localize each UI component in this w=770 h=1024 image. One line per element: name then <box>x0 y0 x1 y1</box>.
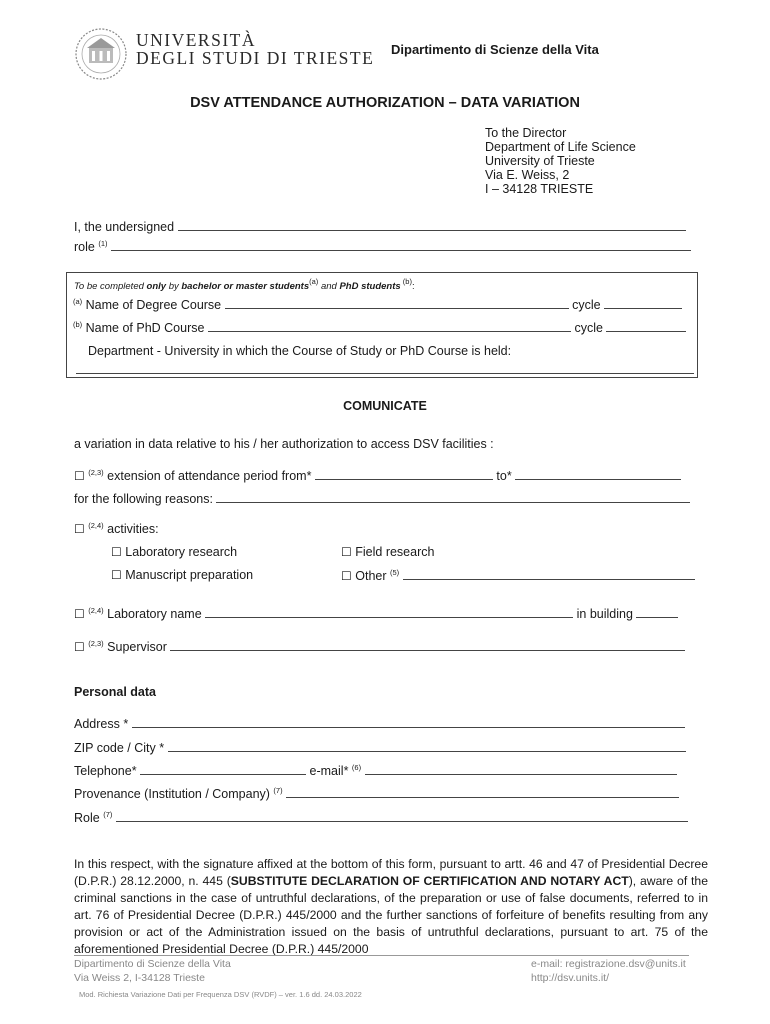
checkbox-icon[interactable]: ☐ <box>341 569 352 583</box>
checkbox-icon[interactable]: ☐ <box>111 568 122 582</box>
supervisor-checkbox[interactable]: ☐ <box>74 640 85 654</box>
footer-address: Via Weiss 2, I-34128 Trieste <box>74 972 205 984</box>
personal-role-field[interactable] <box>116 810 688 822</box>
note-only: only <box>146 281 167 292</box>
activities-row <box>74 521 159 536</box>
footer-form-code: Mod. Richiesta Variazione Dati per Frequenza DSV (RVDF) – ver. 1.6 dd. 24.03.2022 <box>79 990 362 999</box>
laboratory-field[interactable] <box>205 606 573 618</box>
recipient-address <box>485 126 636 196</box>
variation-intro: a variation in data relative to his / her authorization to access DSV facilities : <box>74 437 494 451</box>
extension-to-field[interactable] <box>515 468 681 480</box>
undersigned-label: I, the undersigned <box>74 220 175 234</box>
extension-from-field[interactable] <box>315 468 493 480</box>
laboratory-sup: (2,4) <box>88 606 104 615</box>
zip-row <box>74 740 686 755</box>
email-sup: (6) <box>351 763 362 772</box>
laboratory-row <box>74 606 678 621</box>
note-text: To be completed <box>74 281 147 292</box>
activities-sup: (2,4) <box>88 521 104 530</box>
department-header: Dipartimento di Scienze della Vita <box>391 42 599 57</box>
recipient-line: Via E. Weiss, 2 <box>485 168 570 182</box>
activities-label: activities: <box>107 522 159 536</box>
supervisor-row <box>74 639 685 654</box>
role-footnote: (1) <box>98 239 108 248</box>
phd-course-field[interactable] <box>208 320 571 332</box>
footer-email[interactable]: e-mail: registrazione.dsv@units.it <box>531 958 686 970</box>
university-name-line2: DEGLI STUDI DI TRIESTE <box>136 48 375 68</box>
footer-divider <box>74 955 689 956</box>
role-row <box>74 239 691 254</box>
laboratory-checkbox[interactable]: ☐ <box>74 607 85 621</box>
telephone-field[interactable] <box>140 763 306 775</box>
recipient-line: Department of Life Science <box>485 140 636 154</box>
undersigned-row <box>74 219 686 234</box>
provenance-row <box>74 786 679 801</box>
recipient-line: I – 34128 TRIESTE <box>485 182 594 196</box>
communicate-heading: COMUNICATE <box>343 399 427 413</box>
checkbox-icon[interactable]: ☐ <box>341 545 352 559</box>
provenance-label: Provenance (Institution / Company) <box>74 787 270 801</box>
personal-role-row <box>74 810 688 825</box>
option-label: Laboratory research <box>125 545 238 559</box>
reasons-label: for the following reasons: <box>74 492 213 506</box>
other-sup: (5) <box>390 568 400 577</box>
building-label: in building <box>576 607 633 621</box>
address-field[interactable] <box>132 716 685 728</box>
personal-data-heading: Personal data <box>74 685 156 699</box>
degree-sup: (a) <box>73 297 83 306</box>
checkbox-icon[interactable]: ☐ <box>111 545 122 559</box>
option-other[interactable] <box>341 568 695 583</box>
declaration-text: In this respect, with the signature affixed at the bottom of this form, pursuant to artt. 46 and 47 of Presidential Decree (D.P.R.) 28.12.2000, n. 445 ( <box>74 857 708 888</box>
phd-course-label: Name of PhD Course <box>85 321 205 335</box>
email-field[interactable] <box>365 763 677 775</box>
footer-dept: Dipartimento di Scienze della Vita <box>74 958 231 970</box>
zip-label: ZIP code / City * <box>74 741 165 755</box>
personal-role-sup: (7) <box>103 810 113 819</box>
reasons-field[interactable] <box>216 491 690 503</box>
option-label: Field research <box>355 545 435 559</box>
note-text: by <box>166 281 182 292</box>
phd-cycle-field[interactable] <box>606 320 686 332</box>
phd-sup: (b) <box>73 320 83 329</box>
supervisor-label: Supervisor <box>107 640 167 654</box>
degree-course-row <box>73 297 682 312</box>
zip-field[interactable] <box>168 740 686 752</box>
building-field[interactable] <box>636 606 678 618</box>
department-field[interactable] <box>76 362 694 374</box>
degree-cycle-field[interactable] <box>604 297 682 309</box>
supervisor-sup: (2,3) <box>88 639 104 648</box>
recipient-line: To the Director <box>485 126 567 140</box>
degree-course-label: Name of Degree Course <box>85 298 222 312</box>
footer-url[interactable]: http://dsv.units.it/ <box>531 972 610 984</box>
activities-checkbox[interactable]: ☐ <box>74 522 85 536</box>
option-label: Manuscript preparation <box>125 568 254 582</box>
department-label: Department - University in which the Course of Study or PhD Course is held: <box>88 344 512 358</box>
provenance-field[interactable] <box>286 786 679 798</box>
role-field[interactable] <box>111 239 691 251</box>
university-seal-logo <box>74 27 128 81</box>
role-label: role <box>74 240 95 254</box>
undersigned-field[interactable] <box>178 219 686 231</box>
form-title: DSV ATTENDANCE AUTHORIZATION – DATA VARIATION <box>190 95 580 111</box>
provenance-sup: (7) <box>273 786 283 795</box>
declaration-bold: SUBSTITUTE DECLARATION OF CERTIFICATION AND NOTARY ACT <box>230 874 629 888</box>
option-field-research[interactable] <box>341 545 434 559</box>
address-label: Address * <box>74 717 129 731</box>
degree-cycle-label: cycle <box>572 298 601 312</box>
option-label: Other <box>355 569 387 583</box>
degree-course-field[interactable] <box>225 297 569 309</box>
declaration-paragraph <box>74 856 708 958</box>
address-row <box>74 716 685 731</box>
note-phd: PhD students <box>339 281 401 292</box>
student-box-note <box>74 277 415 292</box>
phd-cycle-label: cycle <box>574 321 603 335</box>
extension-to-label: to* <box>496 469 512 483</box>
extension-checkbox[interactable]: ☐ <box>74 469 85 483</box>
laboratory-label: Laboratory name <box>107 607 202 621</box>
extension-sup: (2,3) <box>88 468 104 477</box>
note-sup-b: (b) <box>400 277 412 286</box>
supervisor-field[interactable] <box>170 639 685 651</box>
recipient-line: University of Trieste <box>485 154 595 168</box>
note-text: and <box>318 281 340 292</box>
telephone-row <box>74 763 677 778</box>
option-laboratory-research[interactable] <box>111 545 237 559</box>
note-bachelor: bachelor or master students <box>181 281 310 292</box>
university-name <box>136 31 374 67</box>
email-label: e-mail* <box>309 764 349 778</box>
personal-role-label: Role <box>74 811 100 825</box>
reasons-row <box>74 491 690 506</box>
option-manuscript-preparation[interactable] <box>111 568 253 582</box>
university-name-line1: UNIVERSITÀ <box>136 30 256 50</box>
extension-label: extension of attendance period from* <box>107 469 312 483</box>
other-field[interactable] <box>403 568 695 580</box>
note-sup-a: (a) <box>309 277 319 286</box>
extension-row <box>74 468 681 483</box>
note-colon: : <box>411 281 415 292</box>
department-row <box>76 362 694 377</box>
phd-course-row <box>73 320 686 335</box>
telephone-label: Telephone* <box>74 764 137 778</box>
declaration-text: ), aware of the criminal sanctions in the case of untruthful declarations, of the preparation or use of false documents, referred to in art. 76 of Presidential Decree (D.P.R.) 445/2000 and the further sanctions of forfeiture of benefits resulting from any provision or act of the Administration issued on the basis of untruthful declarations, pursuant to art. 75 of the aforementioned Presidential Decree (D.P.R.) 445/2000 <box>74 874 708 956</box>
